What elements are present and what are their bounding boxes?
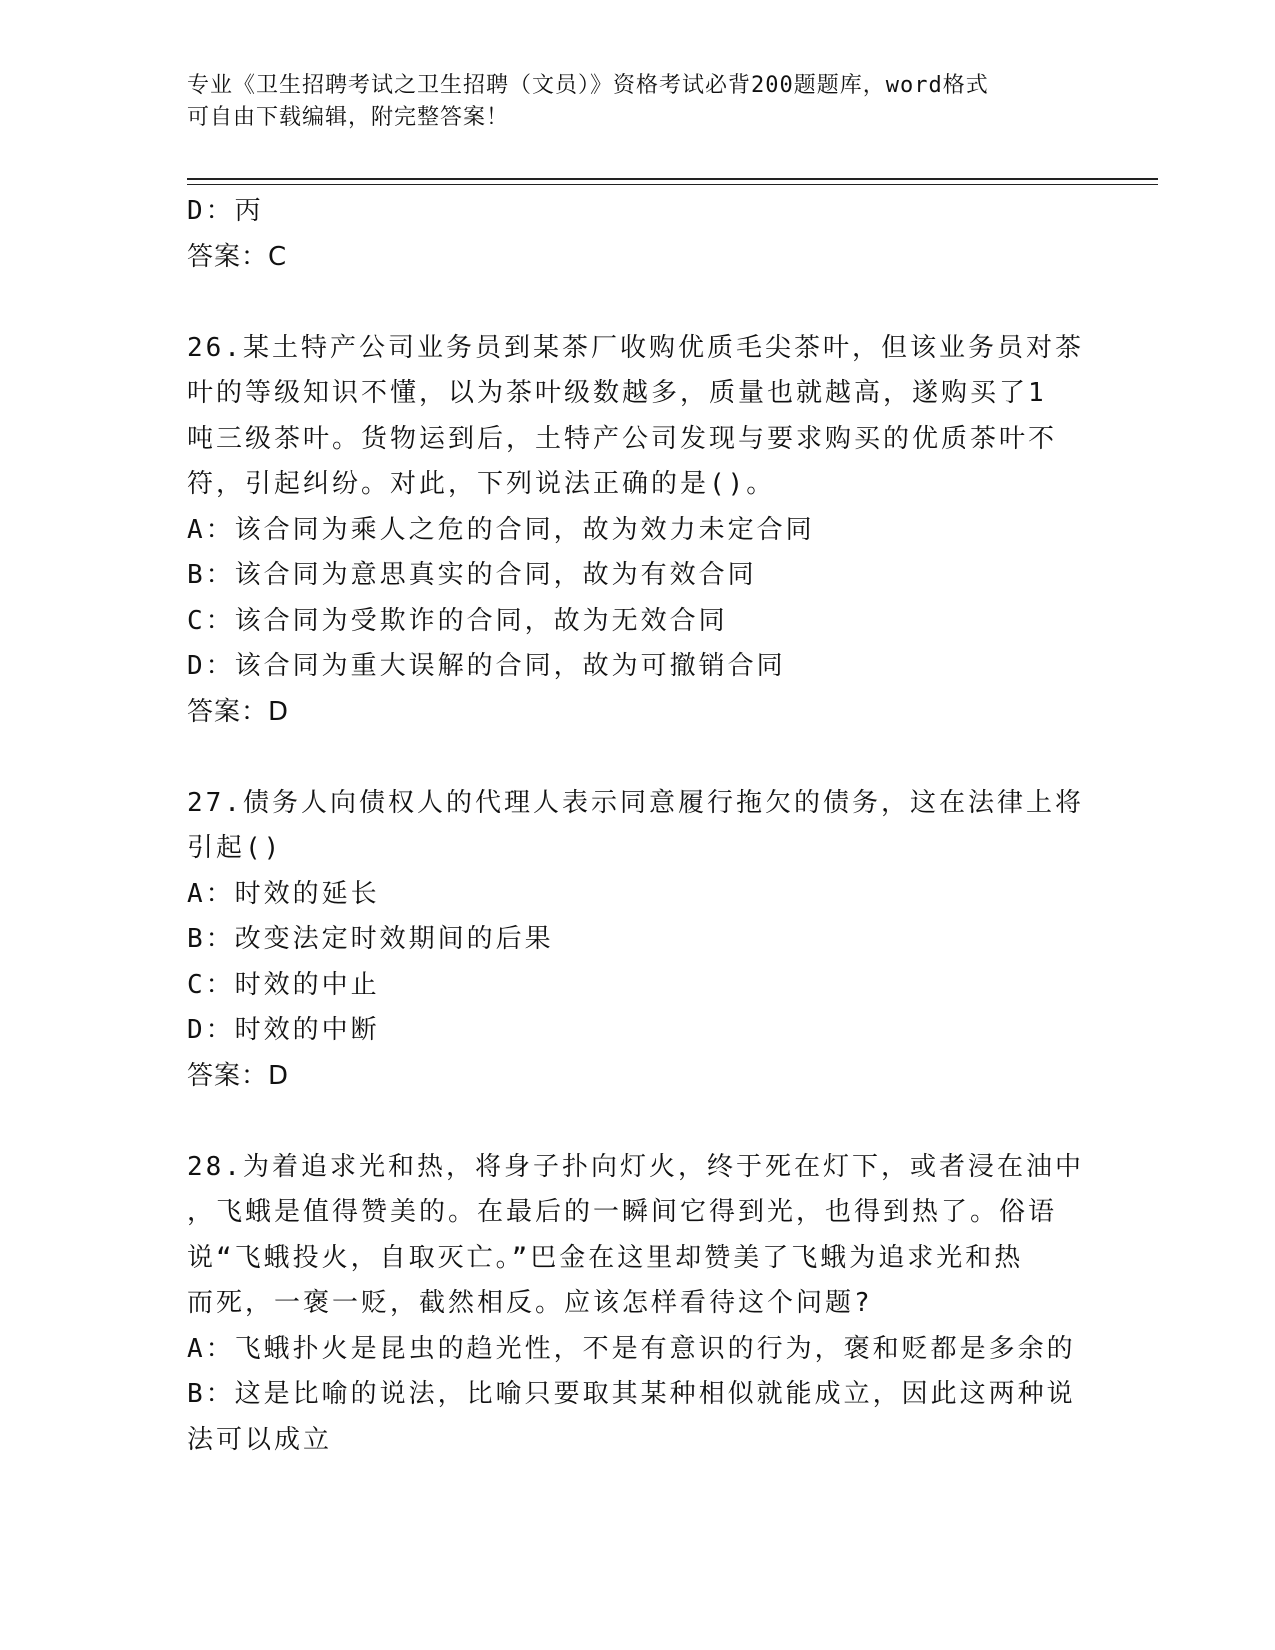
question-line: ，飞蛾是值得赞美的。在最后的一瞬间它得到光，也得到热了。俗语 [187, 1197, 1058, 1227]
answer-line: 答案：D [187, 696, 290, 727]
question-line: 27.债务人向债权人的代理人表示同意履行拖欠的债务，这在法律上将 [187, 787, 1084, 818]
question-line: 引起() [187, 833, 283, 863]
header-line-2: 可自由下载编辑，附完整答案！ [187, 105, 510, 130]
question-fragment [187, 189, 1087, 280]
question-line: 符，引起纠纷。对此，下列说法正确的是()。 [187, 469, 776, 499]
question-block [187, 781, 1087, 1100]
answer-line: 答案：C [187, 241, 288, 272]
question-line: 法可以成立 [187, 1424, 333, 1455]
answer-line: 答案：D [187, 1060, 290, 1091]
question-line: D：时效的中断 [187, 1015, 380, 1045]
question-line: 叶的等级知识不懂，以为茶叶级数越多，质量也就越高，遂购买了1 [187, 378, 1047, 408]
block-spacer [187, 1099, 1087, 1145]
question-line: D：该合同为重大误解的合同，故为可撤销合同 [187, 651, 786, 681]
question-line: C：时效的中止 [187, 969, 380, 1000]
question-line: 26.某土特产公司业务员到某茶厂收购优质毛尖茶叶，但该业务员对茶 [187, 332, 1084, 363]
header-rule-thin [187, 184, 1158, 185]
question-line: 说“飞蛾投火，自取灭亡。”巴金在这里却赞美了飞蛾为追求光和热 [187, 1242, 1024, 1273]
block-spacer [187, 735, 1087, 781]
header-rule-thick [187, 178, 1158, 180]
question-line: A：时效的延长 [187, 878, 380, 909]
question-line: A：飞蛾扑火是昆虫的趋光性，不是有意识的行为，褒和贬都是多余的 [187, 1333, 1076, 1364]
question-line: A：该合同为乘人之危的合同，故为效力未定合同 [187, 514, 815, 545]
question-block [187, 326, 1087, 736]
question-line: 28.为着追求光和热，将身子扑向灯火，终于死在灯下，或者浸在油中 [187, 1151, 1084, 1182]
question-line: C：该合同为受欺诈的合同，故为无效合同 [187, 605, 728, 636]
question-block [187, 1145, 1087, 1464]
question-line: 吨三级茶叶。货物运到后，土特产公司发现与要求购买的优质茶叶不 [187, 423, 1058, 454]
question-line: B：这是比喻的说法，比喻只要取其某种相似就能成立，因此这两种说 [187, 1379, 1076, 1409]
question-line: D：丙 [187, 196, 264, 226]
header-line-1: 专业《卫生招聘考试之卫生招聘（文员）》资格考试必背200题题库，word格式 [187, 73, 989, 98]
question-line: B：该合同为意思真实的合同，故为有效合同 [187, 560, 757, 590]
question-line: 而死，一褒一贬，截然相反。应该怎样看待这个问题? [187, 1288, 873, 1318]
question-line: B：改变法定时效期间的后果 [187, 924, 554, 954]
document-body [187, 189, 1087, 1463]
block-spacer [187, 280, 1087, 326]
page-header [187, 70, 1087, 134]
